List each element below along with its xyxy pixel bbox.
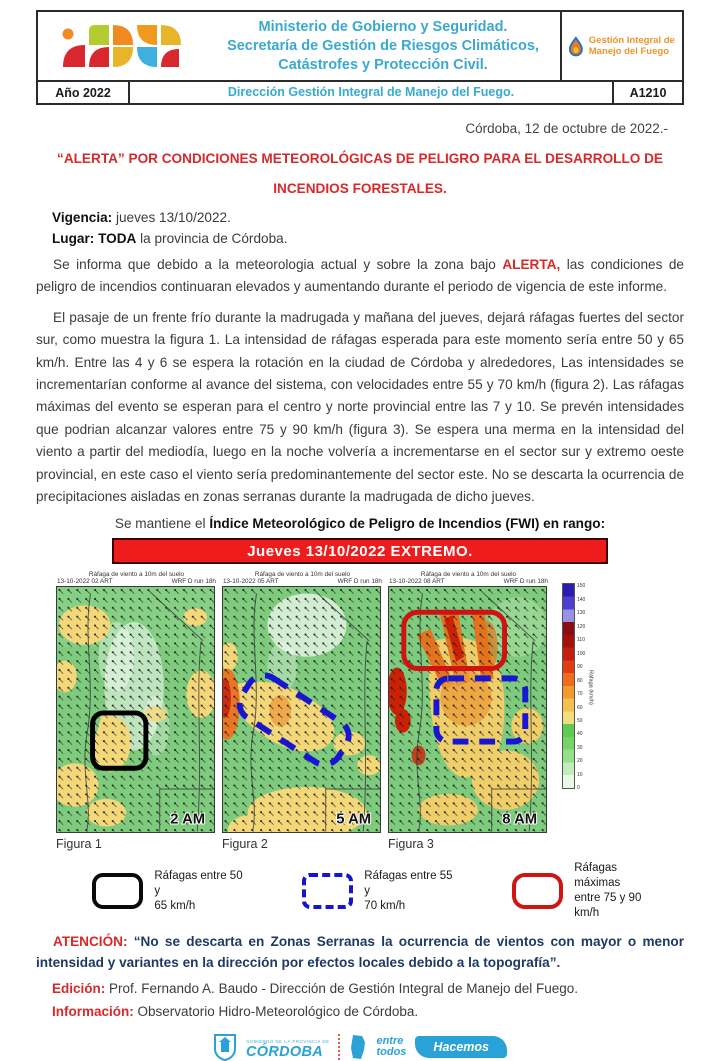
- alert-title-line1: “ALERTA” POR CONDICIONES METEOROLÓGICAS DE PELIGRO PARA EL DESARROLLO DE: [57, 151, 663, 166]
- cb-tick: 100: [577, 650, 586, 657]
- figura-2-caption: Figura 2: [222, 837, 268, 852]
- map3-title: Ráfaga de viento a 10m del suelo: [420, 571, 517, 579]
- map3-date: 13-10-2022 08 ART: [389, 578, 445, 586]
- p1-alert-word: ALERTA,: [502, 257, 561, 272]
- lugar-line: [52, 231, 684, 246]
- gobierno-text-stack: [245, 1037, 330, 1061]
- alert-title: [36, 144, 684, 204]
- colorbar-gradient: [562, 583, 575, 789]
- map-card-figura-3: [388, 571, 549, 851]
- cb-tick: 140: [577, 596, 586, 603]
- cb-tick: 0: [577, 785, 580, 792]
- wind-maps-row: [56, 571, 720, 851]
- fwi-normal-text: Se mantiene el: [114, 516, 210, 532]
- informacion-label: Información:: [52, 1004, 134, 1020]
- ministry-title-block: [206, 18, 560, 75]
- legend-item-blue: [302, 861, 456, 921]
- cb-tick: 120: [577, 623, 586, 630]
- informacion-line: [52, 1004, 684, 1019]
- cb-tick: 80: [577, 677, 583, 684]
- informacion-text: Observatorio Hidro-Meteorológico de Córdoba.: [133, 1004, 419, 1020]
- legend-red-line2: entre 75 y 90 km/h: [574, 892, 642, 920]
- cordoba-mosaic-logo-icon: [61, 23, 183, 69]
- document-date: Córdoba, 12 de octubre de 2022.-: [465, 121, 668, 136]
- fwi-bold-text: Índice Meteorológico de Peligro de Incendios (FWI) en rango:: [209, 516, 606, 532]
- entre-word: entre: [376, 1035, 404, 1048]
- p1-text-b: las condiciones de peligro de incendios continuaran elevados y aumentando durante el periodo de vigencia de este informe.: [36, 257, 684, 295]
- figura-3-caption: Figura 3: [388, 837, 434, 852]
- map2-run: WRF D run 18h: [337, 578, 382, 586]
- cordoba-shield-icon: [213, 1033, 237, 1061]
- wind-map-figure-1: [56, 586, 215, 833]
- wind-map-figure-2: [222, 586, 381, 833]
- vigencia-line: [52, 210, 684, 225]
- footer-brand-strip: [0, 1033, 720, 1061]
- cb-tick: 40: [577, 731, 583, 738]
- cb-tick: 110: [577, 637, 585, 644]
- legend-swatch-red-icon: [512, 873, 563, 909]
- legend-black-line1: Ráfagas entre 50 y: [154, 869, 243, 897]
- province-silhouette-icon: [349, 1034, 367, 1060]
- map-legend: [92, 861, 720, 921]
- legend-black-line2: 65 km/h: [154, 899, 196, 912]
- legend-black-label: [154, 869, 246, 914]
- header-top-row: [38, 12, 682, 80]
- extreme-day-banner: Jueves 13/10/2022 EXTREMO.: [112, 538, 608, 564]
- p1-text-a: Se informa que debido a la meteorologia actual y sobre la zona bajo: [53, 257, 503, 272]
- lugar-value: la provincia de Córdoba.: [136, 231, 288, 246]
- vigencia-value: jueves 13/10/2022.: [112, 210, 231, 225]
- edicion-text: Prof. Fernando A. Baudo - Dirección de Gestión Integral de Manejo del Fuego.: [105, 981, 579, 997]
- map2-time-label: 5 AM: [336, 812, 372, 829]
- map1-title: Ráfaga de viento a 10m del suelo: [88, 571, 185, 579]
- map2-title: Ráfaga de viento a 10m del suelo: [254, 571, 351, 579]
- legend-blue-line1: Ráfagas entre 55 y: [364, 869, 453, 897]
- legend-swatch-black-icon: [92, 873, 143, 909]
- header-code: A1210: [629, 85, 667, 100]
- legend-item-black: [92, 861, 246, 921]
- alert-document-page: [0, 10, 720, 1061]
- legend-blue-line2: 70 km/h: [364, 899, 406, 912]
- header-direction: Dirección Gestión Integral de Manejo del Fuego.: [128, 81, 614, 104]
- edicion-line: [52, 981, 684, 996]
- edicion-label: Edición:: [52, 981, 106, 997]
- ministry-line-3: Catástrofes y Protección Civil.: [278, 56, 488, 73]
- map1-run: WRF D run 18h: [171, 578, 216, 586]
- wind-speed-colorbar: [562, 571, 599, 791]
- map-card-figura-2: [222, 571, 383, 851]
- map2-subtitle: [222, 578, 383, 586]
- ministry-line-2: Secretaría de Gestión de Riesgos Climáticos,: [227, 37, 539, 54]
- cb-tick: 60: [577, 704, 583, 711]
- gobierno-small-caption: GOBIERNO DE LA PROVINCIA DE: [245, 1039, 330, 1045]
- fire-logo-caption: Gestión Integral de Manejo del Fuego: [588, 35, 675, 57]
- map3-time-label: 8 AM: [502, 812, 538, 829]
- paragraph-alert-summary: [36, 254, 684, 299]
- legend-item-red: [512, 861, 664, 921]
- cb-tick: 10: [577, 771, 583, 778]
- atencion-text: “No se descarta en Zonas Serranas la ocurrencia de vientos con mayor o menor intensidad y variantes en la dirección por efectos locales debido a la topografía”.: [36, 934, 684, 971]
- cb-tick: 90: [577, 664, 583, 671]
- fwi-line: [36, 516, 684, 531]
- ministry-line-1: Ministerio de Gobierno y Seguridad.: [258, 18, 508, 35]
- cb-tick: 50: [577, 718, 583, 724]
- legend-red-line1: Ráfagas máximas: [574, 862, 621, 890]
- cb-tick: 30: [577, 744, 583, 751]
- cb-tick: 130: [577, 610, 586, 617]
- legend-blue-label: [364, 869, 456, 914]
- fire-management-logo: [560, 12, 682, 80]
- colorbar-ticks: [577, 583, 585, 791]
- map1-date: 13-10-2022 02 ART: [57, 578, 113, 586]
- map2-date: 13-10-2022 05 ART: [223, 578, 279, 586]
- cordoba-wordmark: CÓRDOBA: [245, 1044, 323, 1061]
- cb-tick: 150: [577, 583, 586, 590]
- entre-todos-wordmark: [376, 1036, 406, 1058]
- map1-subtitle: [56, 578, 217, 586]
- cb-tick: 70: [577, 691, 583, 698]
- cordoba-gobierno-logo: [38, 23, 206, 69]
- map1-time-label: 2 AM: [170, 812, 206, 829]
- map3-subtitle: [388, 578, 549, 586]
- flame-icon: [567, 25, 585, 67]
- atencion-paragraph: [36, 931, 684, 973]
- wind-map-figure-3: [388, 586, 547, 833]
- footer-divider: [338, 1034, 340, 1060]
- atencion-label: ATENCIÓN:: [53, 934, 128, 950]
- header-bottom-row: [38, 80, 682, 103]
- colorbar-axis-label: Ráfaga (km/h): [587, 670, 594, 705]
- map-card-figura-1: [56, 571, 217, 851]
- lugar-label: Lugar: TODA: [52, 231, 137, 246]
- map3-run: WRF D run 18h: [503, 578, 548, 586]
- cb-tick: 20: [577, 758, 583, 765]
- alert-title-line2: INCENDIOS FORESTALES.: [273, 181, 447, 196]
- header-year: Año 2022: [55, 85, 111, 100]
- legend-red-label: [574, 861, 664, 921]
- legend-swatch-blue-dashed-icon: [302, 873, 353, 909]
- paragraph-forecast-detail: El pasaje de un frente frío durante la madrugada y mañana del jueves, dejará ráfagas fuertes del sector sur, como muestra la figura 1. La intensidad de ráfagas esperada para este momento sería entre 50 y 65 km/h. Entre las 4 y 6 se espera la rotación en la ciudad de Córdoba y alrededores, Las intensidades se incrementarían conforme al avance del sistema, con velocidades entre 55 y 70 km/h (figura 2). Las ráfagas máximas del evento se esperan para el centro y norte provincial entre las 7 y 10. Se prevén intensidades que podrian alcanzar valores entre 75 y 90 km/h (figura 3). Se espera una merma en la intensidad del viento a partir del mediodía, luego en la noche volvería a incrementarse en el sector sur y extremo oeste provincial, en este caso el viento sería predominantemente del sector este. No se descarta la ocurrencia de precipitaciones aisladas en zonas serranas durante la madrugada de dicho jueves.: [36, 309, 684, 505]
- figura-1-caption: Figura 1: [56, 837, 102, 852]
- todos-word: todos: [376, 1046, 407, 1059]
- hacemos-badge: Hacemos: [415, 1036, 507, 1058]
- document-header: [36, 10, 684, 105]
- vigencia-label: Vigencia:: [52, 210, 113, 225]
